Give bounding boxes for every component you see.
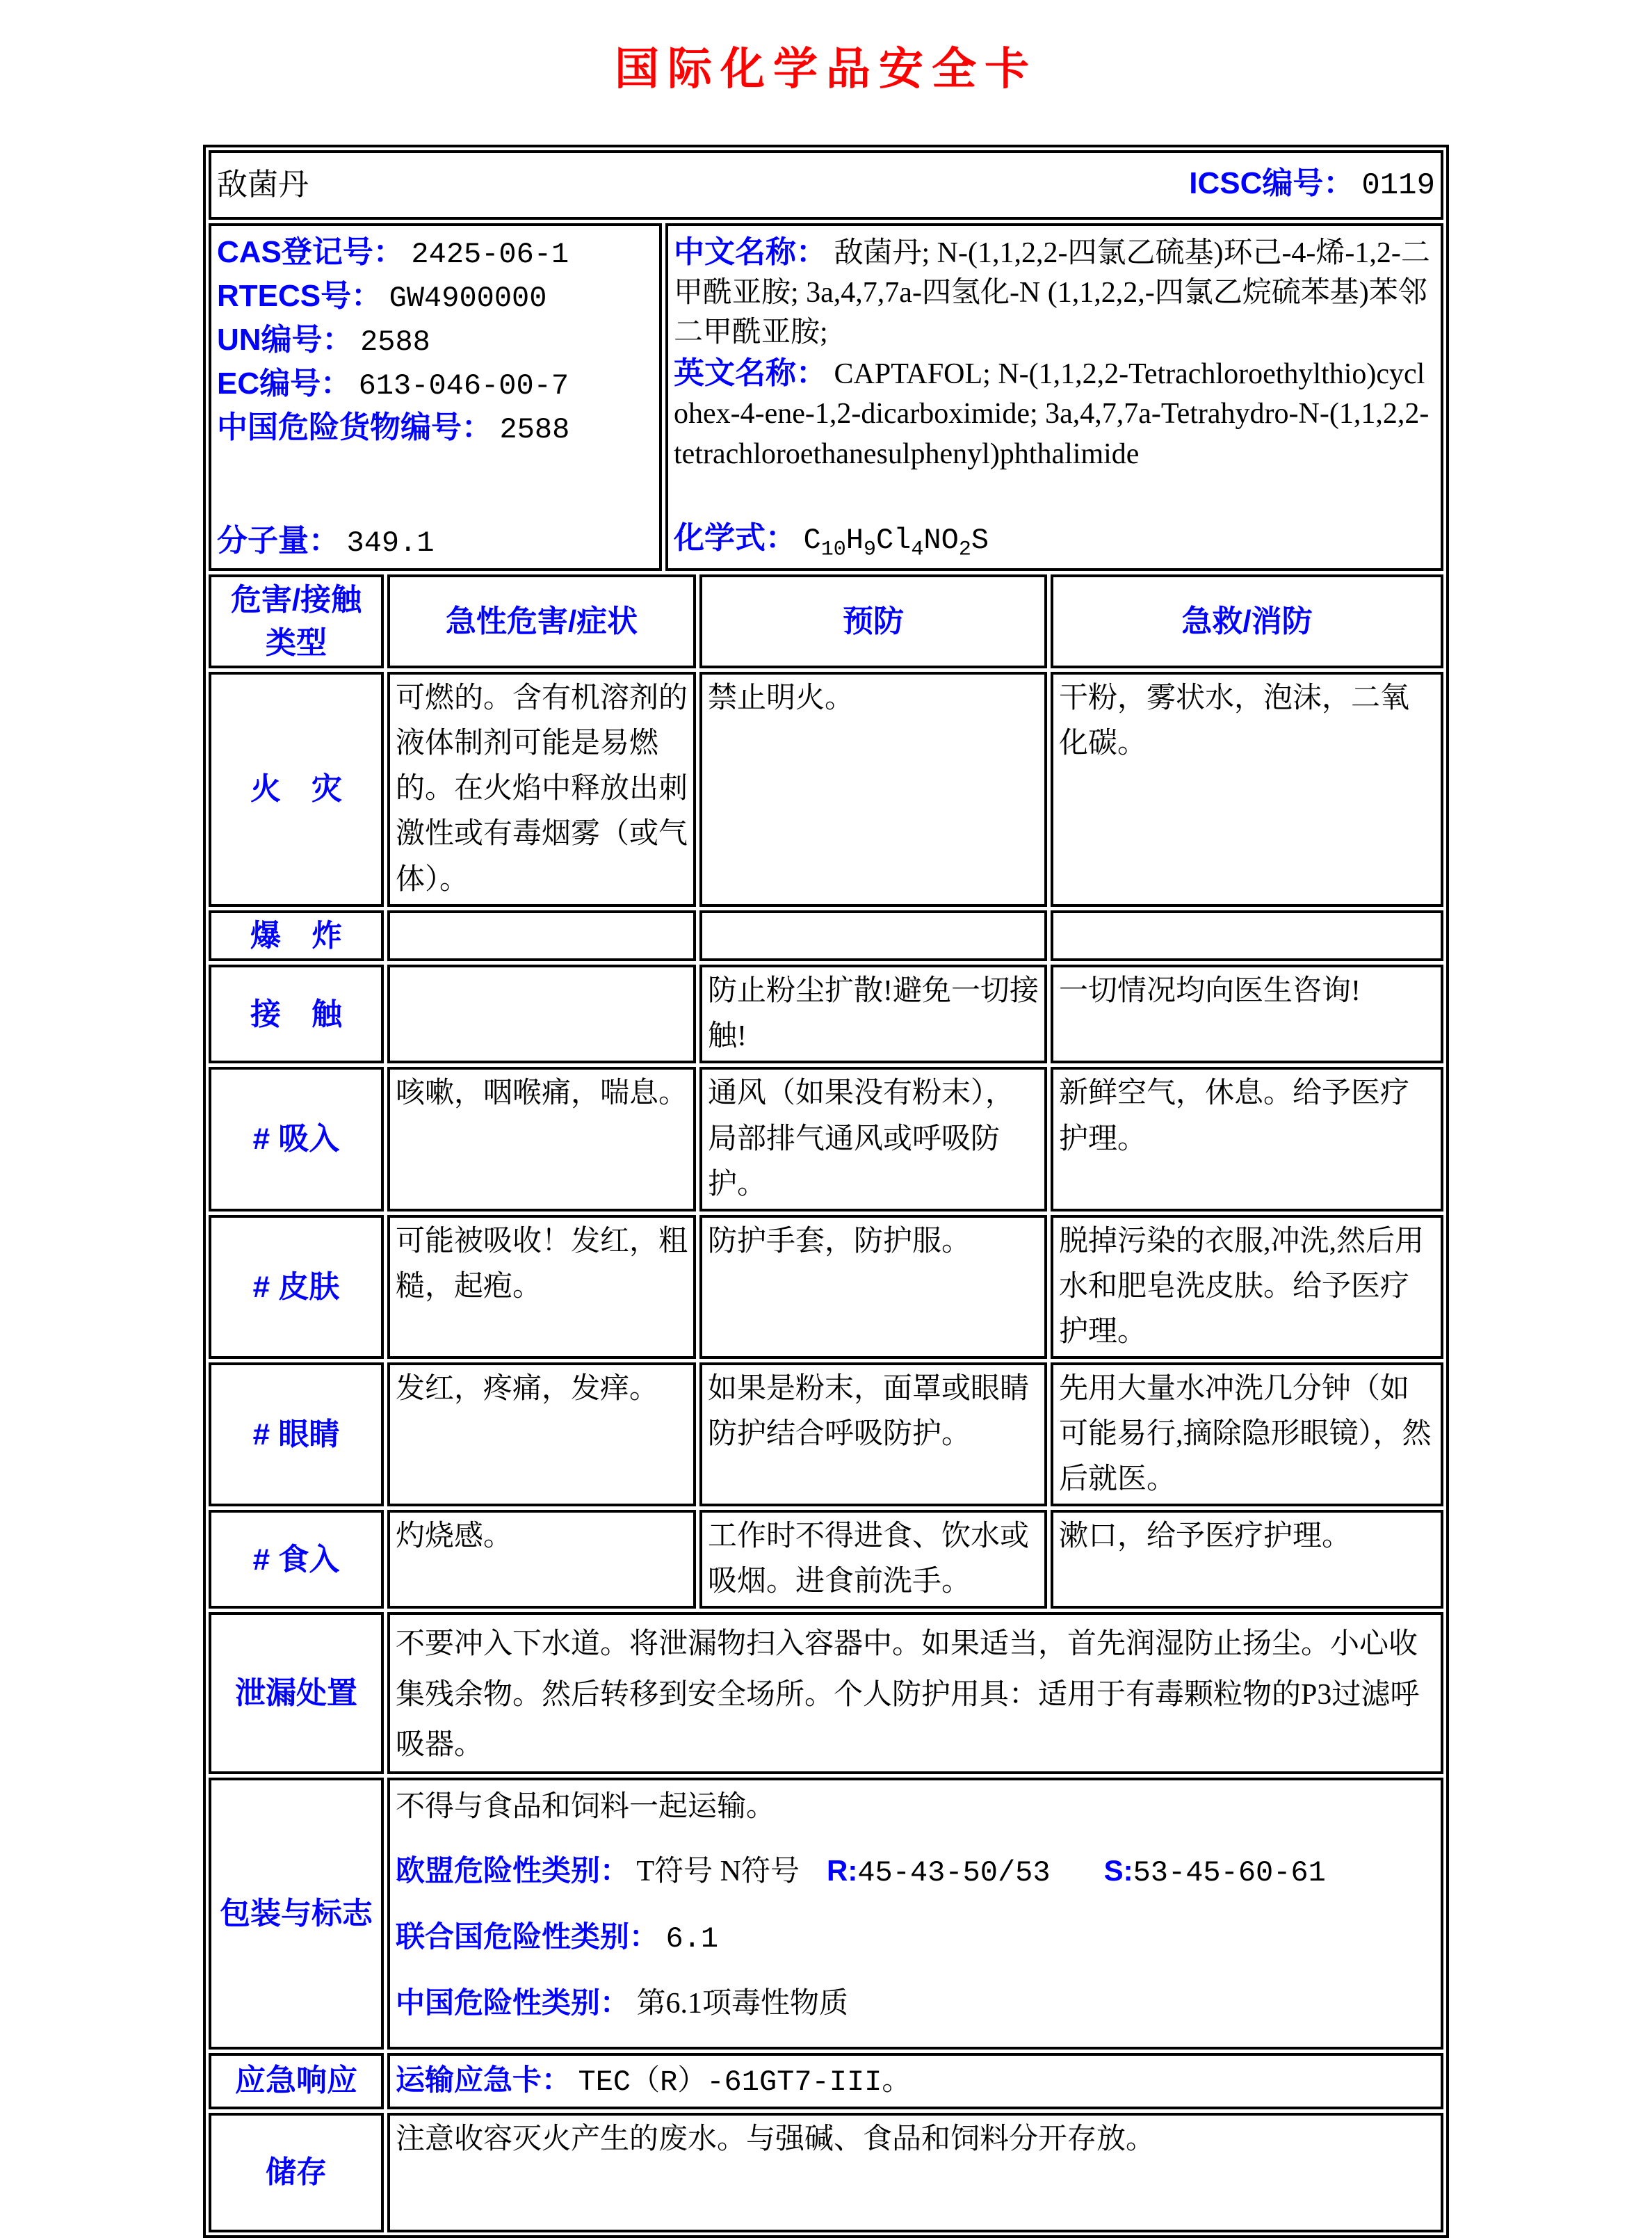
column-header-hazard-type: 危害/接触类型: [209, 574, 384, 668]
skin-prevention: 防护手套，防护服。: [699, 1215, 1047, 1359]
column-header-symptoms: 急性危害/症状: [387, 574, 696, 668]
row-label-packaging: 包装与标志: [209, 1778, 384, 2049]
china-hazard-class-label: 中国危险性类别：: [396, 1986, 630, 2020]
chinese-name-block: [674, 232, 1435, 353]
skin-response: 脱掉污染的衣服,冲洗,然后用水和肥皂洗皮肤。给予医疗护理。: [1051, 1215, 1443, 1359]
china-dg-number-line: [217, 407, 654, 451]
card-header-row: [209, 150, 1443, 220]
column-header-prevention: 预防: [699, 574, 1047, 668]
row-label-eyes: # 眼睛: [209, 1362, 384, 1506]
storage-text: 注意收容灭火产生的废水。与强碱、食品和饲料分开存放。: [387, 2113, 1443, 2232]
row-label-contact: 接 触: [209, 965, 384, 1063]
english-name-block: [674, 353, 1435, 474]
chemical-formula-value: $C_{10}H_9Cl_4NO_2S$: [803, 523, 989, 562]
emergency-response-cell: [387, 2053, 1443, 2109]
ec-number-label: EC编号：: [217, 366, 352, 401]
eu-hazard-class-line: [396, 1848, 1435, 1896]
eyes-prevention: 如果是粉末，面罩或眼睛防护结合呼吸防护。: [699, 1362, 1047, 1506]
column-header-first-aid: 急救/消防: [1051, 574, 1443, 668]
info-row: [209, 223, 1443, 571]
un-number-value: 2588: [360, 325, 430, 359]
icsc-number-label: ICSC编号：: [1189, 166, 1354, 201]
r-phrases-label: R:: [827, 1854, 858, 1887]
cas-number-value: 2425-06-1: [411, 238, 569, 271]
skin-symptoms: 可能被吸收！发红，粗糙，起疱。: [387, 1215, 696, 1359]
english-name-label: 英文名称：: [674, 356, 827, 391]
molecular-weight-line: [217, 520, 654, 564]
ec-number-value: 613-046-00-7: [358, 369, 569, 403]
inhalation-symptoms: 咳嗽，咽喉痛，喘息。: [387, 1067, 696, 1211]
s-phrases-value: 53-45-60-61: [1133, 1856, 1326, 1890]
chemical-formula-label: 化学式：: [674, 520, 796, 555]
emergency-response-row: [209, 2053, 1443, 2109]
eu-hazard-class-label: 欧盟危险性类别：: [396, 1854, 630, 1887]
eu-hazard-class-value: T符号 N符号: [636, 1855, 800, 1888]
inhalation-prevention: 通风（如果没有粉末），局部排气通风或呼吸防护。: [699, 1067, 1047, 1211]
hazard-row-skin: [209, 1215, 1443, 1359]
ingestion-response: 漱口，给予医疗护理。: [1051, 1510, 1443, 1609]
packaging-labelling-cell: [387, 1778, 1443, 2049]
names-cell: [665, 223, 1443, 571]
rtecs-number-label: RTECS号：: [217, 278, 382, 313]
fire-prevention: 禁止明火。: [699, 672, 1047, 906]
eyes-symptoms: 发红，疼痛，发痒。: [387, 1362, 696, 1506]
un-hazard-class-label: 联合国危险性类别：: [396, 1920, 659, 1954]
un-number-label: UN编号：: [217, 322, 353, 357]
s-phrases-label: S:: [1103, 1854, 1133, 1887]
spill-disposal-text: 不要冲入下水道。将泄漏物扫入容器中。如果适当，首先润湿防止扬尘。小心收集残余物。然后转移到安全场所。个人防护用具：适用于有毒颗粒物的P3过滤呼吸器。: [387, 1612, 1443, 1774]
cas-number-line: [217, 232, 654, 275]
chemical-name: 敌菌丹: [217, 167, 309, 202]
identifiers-cell: [209, 223, 662, 571]
row-label-fire: 火 灾: [209, 672, 384, 906]
un-number-line: [217, 319, 654, 363]
explosion-prevention: [699, 910, 1047, 962]
un-hazard-class-line: [396, 1914, 1435, 1962]
hazard-row-explosion: [209, 910, 1443, 962]
row-label-ingestion: # 食入: [209, 1510, 384, 1609]
r-phrases-value: 45-43-50/53: [857, 1856, 1051, 1890]
chinese-name-value: 敌菌丹; N-(1,1,2,2-四氯乙硫基)环己-4-烯-1,2-二甲酰亚胺; 3a,4,7,7a-四氢化-N (1,1,2,2,-四氯乙烷硫苯基)苯邻二甲酰亚胺;: [674, 237, 1430, 349]
hazard-row-ingestion: [209, 1510, 1443, 1609]
fire-response: 干粉，雾状水，泡沫，二氧化碳。: [1051, 672, 1443, 906]
storage-row: [209, 2113, 1443, 2232]
packaging-transport-note: 不得与食品和饲料一起运输。: [396, 1791, 776, 1824]
explosion-symptoms: [387, 910, 696, 962]
transport-emergency-card-label: 运输应急卡：: [396, 2063, 572, 2096]
hazard-row-eyes: [209, 1362, 1443, 1506]
explosion-response: [1051, 910, 1443, 962]
contact-prevention: 防止粉尘扩散!避免一切接触!: [699, 965, 1047, 1063]
un-hazard-class-value: 6.1: [665, 1922, 719, 1956]
packaging-labelling-row: [209, 1778, 1443, 2049]
china-dg-number-value: 2588: [499, 412, 570, 446]
hazard-table-header-row: [209, 574, 1443, 668]
china-hazard-class-line: [396, 1980, 1435, 2027]
icsc-number-value: 0119: [1361, 168, 1435, 204]
card-header-cell: [209, 150, 1443, 220]
molecular-weight-label: 分子量：: [217, 524, 339, 558]
row-label-inhalation: # 吸入: [209, 1067, 384, 1211]
rtecs-number-value: GW4900000: [389, 281, 547, 315]
hazard-row-inhalation: [209, 1067, 1443, 1211]
inhalation-response: 新鲜空气，休息。给予医疗护理。: [1051, 1067, 1443, 1211]
rtecs-number-line: [217, 275, 654, 319]
row-label-storage: 储存: [209, 2113, 384, 2232]
china-hazard-class-value: 第6.1项毒性物质: [636, 1988, 849, 2020]
chinese-name-label: 中文名称：: [674, 235, 827, 269]
ec-number-line: [217, 363, 654, 407]
row-label-spill-disposal: 泄漏处置: [209, 1612, 384, 1774]
ingestion-prevention: 工作时不得进食、饮水或吸烟。进食前洗手。: [699, 1510, 1047, 1609]
english-name-value: CAPTAFOL; N-(1,1,2,2-Tetrachloroethylthio)cyclohex-4-ene-1,2-dicarboximide; 3a,4,7,7a-Tetrahydro-N-(1,1,2,2-tetrachloroethanesulphenyl)phthalimide: [674, 358, 1430, 470]
icsc-number: [1189, 160, 1435, 209]
fire-symptoms: 可燃的。含有机溶剂的液体制剂可能是易燃的。在火焰中释放出刺激性或有毒烟雾（或气体）。: [387, 672, 696, 906]
page-title: 国际化学品安全卡: [615, 43, 1037, 95]
transport-emergency-card-value: TEC（R）-61GT7-III。: [578, 2065, 912, 2099]
hazard-row-fire: [209, 672, 1443, 906]
row-label-emergency-response: 应急响应: [209, 2053, 384, 2109]
spill-disposal-row: [209, 1612, 1443, 1774]
row-label-skin: # 皮肤: [209, 1215, 384, 1359]
row-label-explosion: 爆 炸: [209, 910, 384, 962]
icsc-card: [203, 145, 1449, 2238]
cas-number-label: CAS登记号：: [217, 235, 404, 269]
eyes-response: 先用大量水冲洗几分钟（如可能易行,摘除隐形眼镜），然后就医。: [1051, 1362, 1443, 1506]
contact-response: 一切情况均向医生咨询!: [1051, 965, 1443, 1063]
ingestion-symptoms: 灼烧感。: [387, 1510, 696, 1609]
hazard-row-contact: [209, 965, 1443, 1063]
molecular-weight-value: 349.1: [346, 526, 435, 561]
china-dg-number-label: 中国危险货物编号：: [217, 410, 492, 444]
chemical-formula-line: [674, 517, 1435, 564]
contact-symptoms: [387, 965, 696, 1063]
